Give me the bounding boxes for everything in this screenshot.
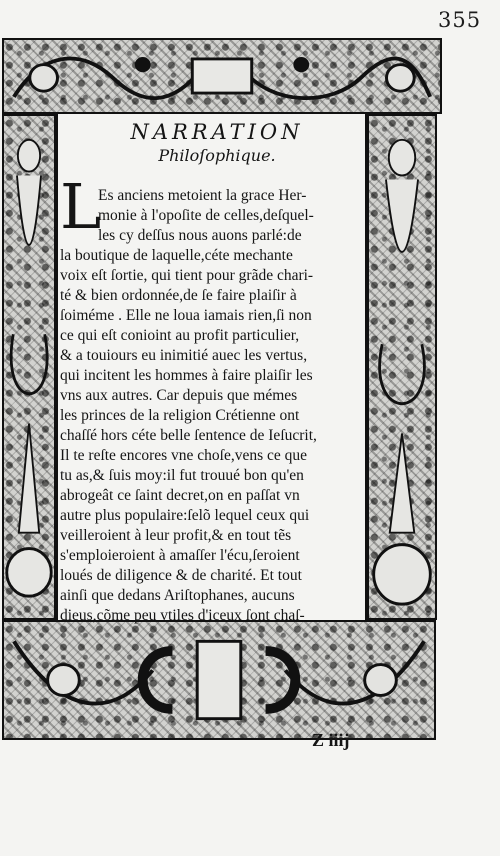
text-line: tu as,& ſuis moy:il fut trouué bon qu'en	[60, 467, 304, 484]
text-line: té & bien ordonnée,de ſe faire plaiſir à	[60, 287, 297, 304]
text-line: loués de diligence & de charité. Et tout	[60, 567, 302, 584]
text-line: s'emploieroient à amaſſer l'écu,ſeroient	[60, 547, 300, 564]
text-line: Es anciens metoient la grace Her-	[98, 187, 307, 204]
woodcut-border-left	[2, 114, 56, 620]
signature-mark: Z iiij	[312, 730, 350, 750]
ornament-icon	[4, 622, 434, 738]
text-line: qui incitent les hommes à faire plaiſir les	[60, 367, 313, 384]
text-line: ce qui eſt conioint au profit particulier,	[60, 327, 300, 344]
text-line: veilleroient à leur profit,& en tout tẽs	[60, 527, 292, 544]
text-line: Il te reſte encores vne choſe,vens ce que	[60, 447, 308, 464]
ornament-icon	[4, 40, 440, 112]
caryatid-figure-icon	[4, 116, 54, 618]
subheading: Philoſophique.	[158, 146, 276, 165]
text-line: vns aux autres. Car depuis que mémes	[60, 387, 298, 404]
text-line: ſoiméme . Elle ne loua iamais rien,ſi non	[60, 307, 312, 324]
heading: NARRATION	[130, 120, 304, 144]
woodcut-border-bottom	[2, 620, 436, 740]
text-line: dieus,cõme peu vtiles d'iceux ſont chaſ-	[60, 607, 305, 624]
woodcut-border-top	[2, 38, 442, 114]
text-line: ainſi que dedans Ariſtophanes, aucuns	[60, 587, 295, 604]
text-line: monie à l'opoſite de celles,deſquel-	[98, 207, 314, 224]
text-line: la boutique de laquelle,céte mechante	[60, 247, 293, 264]
text-line: chaſſé hors céte belle ſentence de Ieſucrit,	[60, 427, 317, 444]
text-line: les princes de la religion Crétienne ont	[60, 407, 300, 424]
text-line: & a touiours eu inimitié auec les vertus,	[60, 347, 308, 364]
text-line: abrogeât ce ſaint decret,on en paſſat vn	[60, 487, 300, 504]
woodcut-border-right	[367, 114, 437, 620]
drop-cap: L	[60, 170, 102, 243]
text-line: les cy deſſus nous auons parlé:de	[98, 227, 302, 244]
page-number: 355	[438, 8, 482, 32]
caryatid-figure-icon	[369, 116, 435, 618]
text-line: voix eſt ſortie, qui tient pour grãde chari-	[60, 267, 314, 284]
text-line: autre plus populaire:ſelõ lequel ceux qui	[60, 507, 310, 524]
